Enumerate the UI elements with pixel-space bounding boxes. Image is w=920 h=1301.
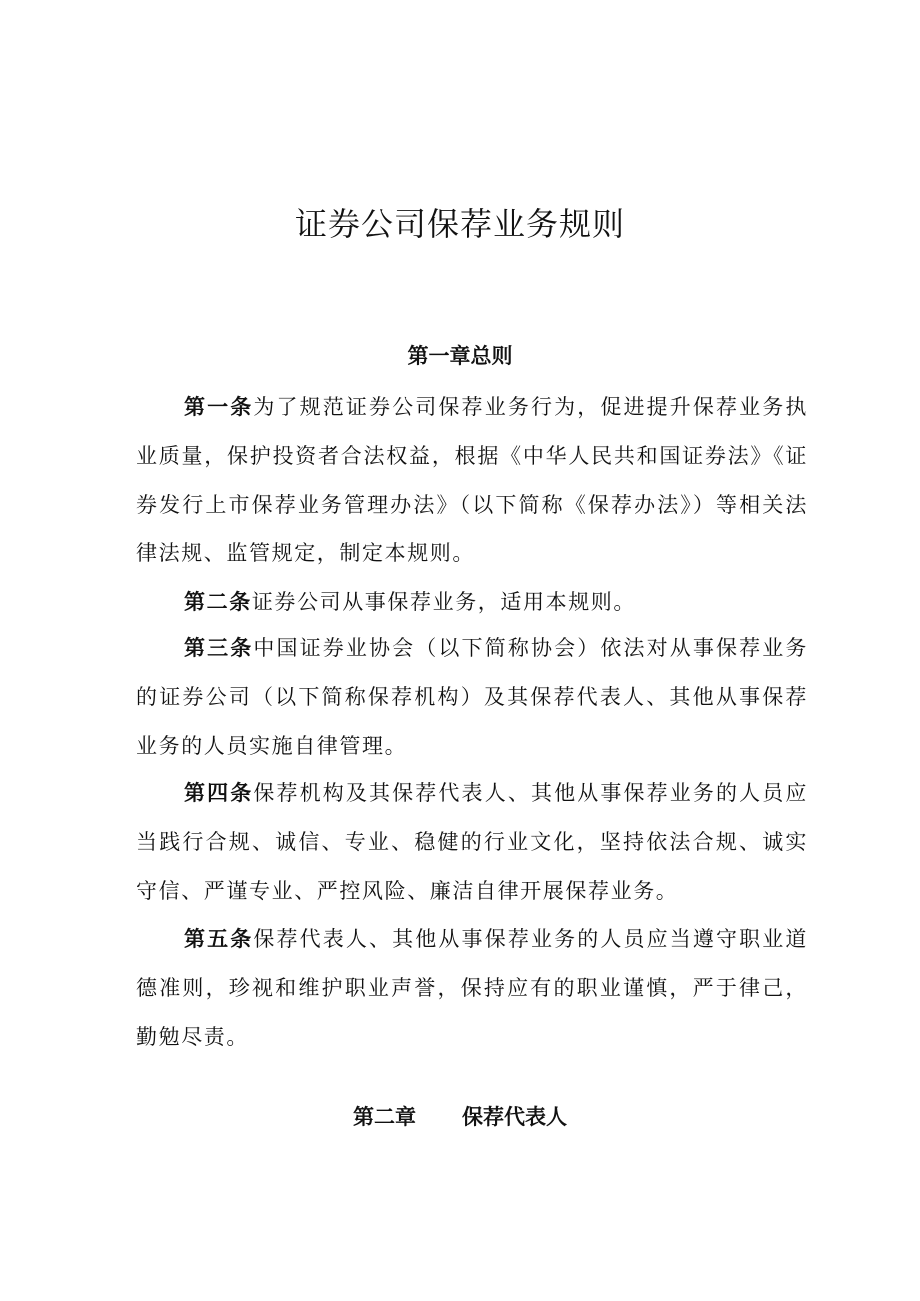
article-4-number: 第四条 [184, 780, 254, 805]
article-1 [136, 383, 808, 578]
article-5-text: 保荐代表人、其他从事保荐业务的人员应当遵守职业道德准则，珍视和维护职业声誉，保持应有的职业谨慎，严于律己，勤勉尽责。 [136, 927, 808, 1049]
chapter-1-title: 第一章总则 [407, 343, 513, 368]
article-5 [136, 915, 808, 1061]
article-4 [136, 769, 808, 915]
article-1-text: 为了规范证券公司保荐业务行为，促进提升保荐业务执业质量，保护投资者合法权益，根据《中华人民共和国证券法》《证券发行上市保荐业务管理办法》（以下简称《保荐办法》）等相关法律法规、监管规定，制定本规则。 [136, 395, 808, 566]
document-title: 证券公司保荐业务规则 [294, 205, 625, 243]
article-5-number: 第五条 [184, 926, 254, 951]
article-3 [136, 624, 808, 770]
chapter-2-heading [0, 1102, 920, 1132]
article-3-text: 中国证券业协会（以下简称协会）依法对从事保荐业务的证券公司（以下简称保荐机构）及其保荐代表人、其他从事保荐业务的人员实施自律管理。 [136, 636, 808, 758]
article-4-text: 保荐机构及其保荐代表人、其他从事保荐业务的人员应当践行合规、诚信、专业、稳健的行业文化，坚持依法合规、诚实守信、严谨专业、严控风险、廉洁自律开展保荐业务。 [136, 781, 808, 903]
article-2-number: 第二条 [184, 589, 252, 614]
article-1-number: 第一条 [184, 394, 254, 419]
chapter-2-title: 保荐代表人 [462, 1104, 567, 1129]
article-2-text: 证券公司从事保荐业务，适用本规则。 [251, 590, 637, 614]
article-3-number: 第三条 [184, 635, 254, 660]
chapter-2-number: 第二章 [353, 1104, 416, 1129]
article-2 [136, 578, 808, 627]
